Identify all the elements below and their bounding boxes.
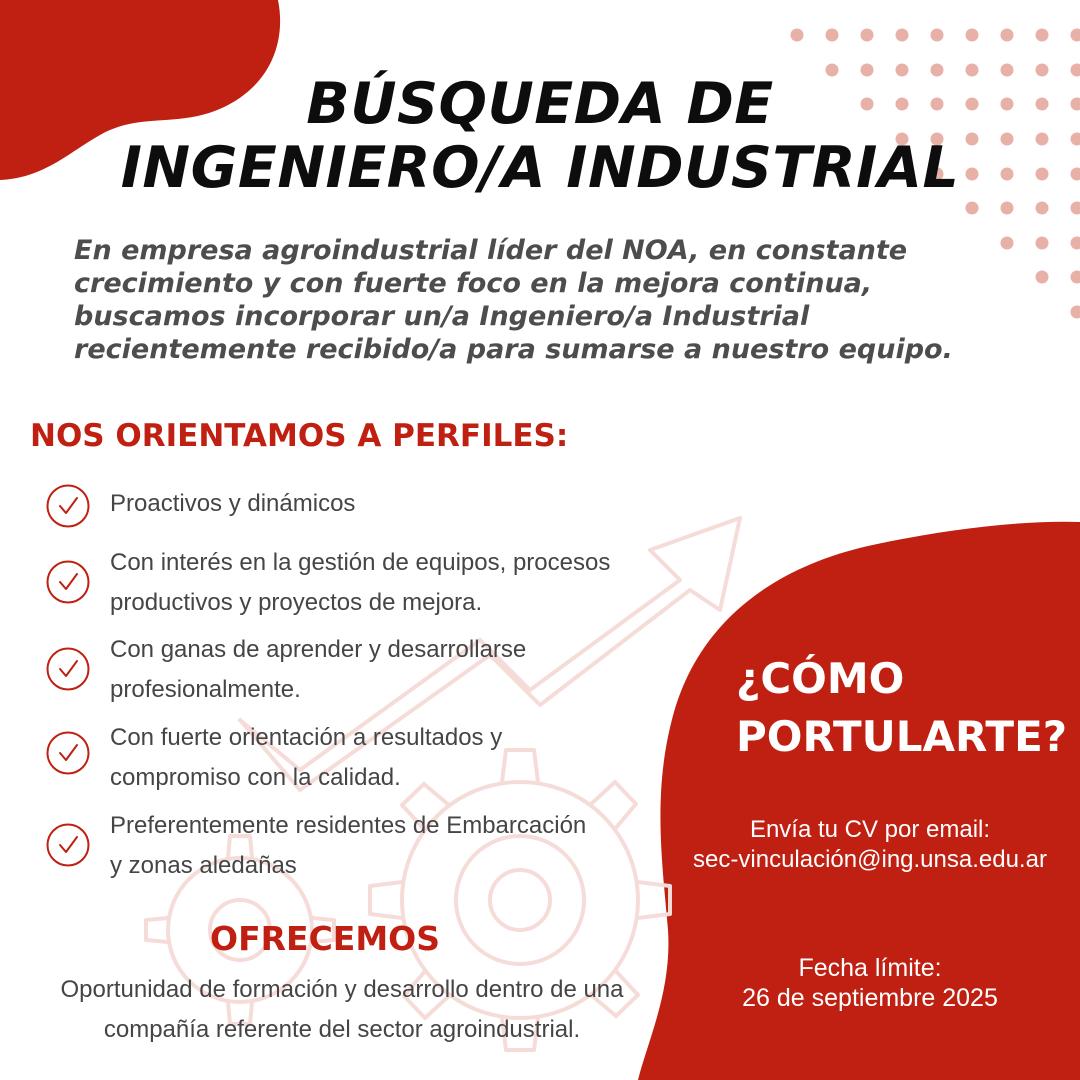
decor-dot xyxy=(966,202,979,215)
check-circle-icon xyxy=(46,731,90,775)
profile-item-line: Con fuerte orientación a resultados y xyxy=(110,724,503,751)
decor-dot xyxy=(1001,202,1014,215)
decor-dot xyxy=(1071,202,1080,215)
profile-item-line: Con ganas de aprender y desarrollarse xyxy=(110,636,527,663)
email-label: Envía tu CV por email: xyxy=(749,816,991,843)
offer-line: compañía referente del sector agroindustrial. xyxy=(103,1016,581,1043)
page-title-line-1: BÚSQUEDA DE xyxy=(306,71,774,137)
decor-dot xyxy=(1036,202,1049,215)
page-title-line-2: INGENIERO/A INDUSTRIAL xyxy=(120,135,960,201)
offer-text xyxy=(0,970,684,1050)
offer-line: Oportunidad de formación y desarrollo dentro de una xyxy=(60,976,624,1003)
profile-item-line: profesionalmente. xyxy=(110,676,301,703)
decor-dot xyxy=(1036,237,1049,250)
decor-dot xyxy=(966,29,979,42)
decor-dot xyxy=(826,29,839,42)
decor-dot xyxy=(1071,271,1080,284)
profile-item-line: Proactivos y dinámicos xyxy=(110,490,356,517)
profile-item-text xyxy=(110,718,730,798)
deadline-block xyxy=(660,953,1080,1013)
profile-item-line: Con interés en la gestión de equipos, procesos xyxy=(110,549,611,576)
decor-dot xyxy=(791,29,804,42)
intro-paragraph xyxy=(74,234,1034,366)
decor-dot xyxy=(896,29,909,42)
apply-heading-line: ¿CÓMO xyxy=(736,654,905,703)
profile-item-line: compromiso con la calidad. xyxy=(110,764,401,791)
profiles-heading: NOS ORIENTAMOS A PERFILES: xyxy=(30,418,569,454)
decor-dot xyxy=(1036,271,1049,284)
check-circle-icon xyxy=(46,484,90,528)
deadline-label: Fecha límite: xyxy=(798,954,942,982)
profile-item-text xyxy=(110,484,730,524)
deadline-date: 26 de septiembre 2025 xyxy=(742,984,998,1012)
profile-item-line: productivos y proyectos de mejora. xyxy=(110,589,483,616)
profile-item-text xyxy=(110,630,730,710)
check-circle-icon xyxy=(46,647,90,691)
decor-dot xyxy=(931,29,944,42)
profile-item-line: y zonas aledañas xyxy=(110,852,297,879)
offer-heading: OFRECEMOS xyxy=(210,919,440,958)
decor-dot xyxy=(1001,29,1014,42)
check-circle-icon xyxy=(46,823,90,867)
decor-dot xyxy=(1071,306,1080,319)
intro-line: buscamos incorporar un/a Ingeniero/a Industrial xyxy=(74,301,810,332)
apply-heading xyxy=(736,650,1067,766)
decor-dot xyxy=(1071,237,1080,250)
profile-item-line: Preferentemente residentes de Embarcación xyxy=(110,812,587,839)
profile-item-text xyxy=(110,806,730,886)
email-address[interactable]: sec-vinculación@ing.unsa.edu.ar xyxy=(693,846,1047,873)
decor-dot xyxy=(1071,29,1080,42)
decor-dot xyxy=(1036,29,1049,42)
apply-heading-line: PORTULARTE? xyxy=(736,712,1068,761)
decor-dot xyxy=(861,29,874,42)
profile-item-text xyxy=(110,543,730,623)
intro-line: recientemente recibido/a para sumarse a nuestro equipo. xyxy=(74,334,953,365)
check-circle-icon xyxy=(46,560,90,604)
intro-line: crecimiento y con fuerte foco en la mejora continua, xyxy=(74,268,873,299)
contact-email-block xyxy=(660,815,1080,875)
intro-line: En empresa agroindustrial líder del NOA, en constante xyxy=(74,235,908,266)
